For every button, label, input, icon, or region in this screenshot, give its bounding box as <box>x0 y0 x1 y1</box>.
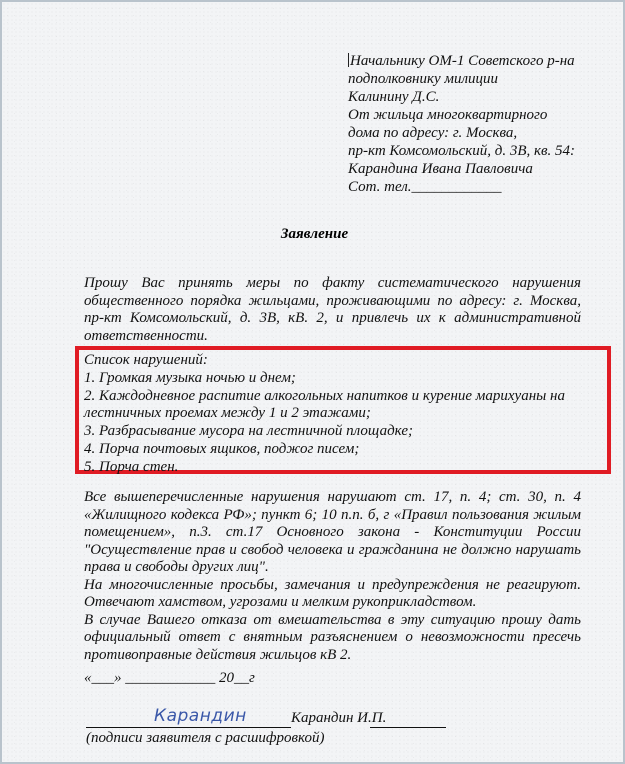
violations-heading: Список нарушений: <box>84 352 208 368</box>
addressee-line <box>348 52 608 70</box>
reaction-paragraph: На многочисленные просьбы, замечания и предупреждения не реагируют. Отвечают хамством, угрозами и мелким рукоприкладством. <box>84 576 581 610</box>
list-item: 4. Порча почтовых ящиков, поджог писем; <box>84 440 360 457</box>
violations-list <box>84 352 584 477</box>
document-title: Заявление <box>280 226 349 242</box>
legal-basis-paragraph: Все вышеперечисленные нарушения нарушают ст. 17, п. 4; ст. 30, п. 4 «Жилищного кодекса РФ»; пункт 6; 10 п.п. б, г «Правил пользования жилым помещением», п.3. ст.17 Основного закона - Конституции России "Осуществление прав и свобод человека и гражданина не должно нарушать права и свободы других лиц". <box>84 489 581 575</box>
handwritten-signature: Карандин <box>154 706 247 726</box>
addressee-line-text: Начальнику ОМ-1 Советского р-на <box>350 53 575 69</box>
signature-line <box>86 706 446 731</box>
addressee-line: Карандина Ивана Павловича <box>348 161 533 177</box>
addressee-line: Калинину Д.С. <box>348 89 440 105</box>
list-item: лестничных проемах между 1 и 2 этажами; <box>84 405 371 422</box>
signatory-name: Карандин И.П. <box>291 710 387 726</box>
addressee-line: дома по адресу: г. Москва, <box>348 125 518 141</box>
signature-caption: (подписи заявителя с расшифровкой) <box>86 730 325 746</box>
request-paragraph: Прошу Вас принять меры по факту систематического нарушения общественного порядка жильцами, проживающими по адресу: г. Москва, пр-кт Комсомольский, д. 3В, кВ. 2, и привлечь их к административной ответственности. <box>84 275 581 344</box>
addressee-line: От жильца многоквартирного <box>348 107 548 123</box>
date-line: «___» ____________ 20__г <box>84 670 255 686</box>
text-cursor <box>348 53 349 67</box>
addressee-line: Сот. тел.____________ <box>348 179 502 195</box>
addressee-block <box>348 52 608 196</box>
refusal-paragraph: В случае Вашего отказа от вмешательства в эту ситуацию прошу дать официальный ответ с внятным разъяснением о невозможности пресечь противоправные действия жильцов кВ 2. <box>84 611 581 663</box>
list-item: 2. Каждодневное распитие алкогольных напитков и курение марихуаны на <box>84 387 565 404</box>
name-underline <box>370 727 446 728</box>
signature-underline <box>86 727 291 728</box>
addressee-line: подполковнику милиции <box>348 71 498 87</box>
legal-basis-section <box>84 489 581 664</box>
list-item: 5. Порча стен. <box>84 458 179 475</box>
list-item: 1. Громкая музыка ночью и днем; <box>84 369 296 386</box>
addressee-line: пр-кт Комсомольский, д. 3В, кв. 54: <box>348 143 576 159</box>
list-item: 3. Разбрасывание мусора на лестничной площадке; <box>84 423 413 440</box>
